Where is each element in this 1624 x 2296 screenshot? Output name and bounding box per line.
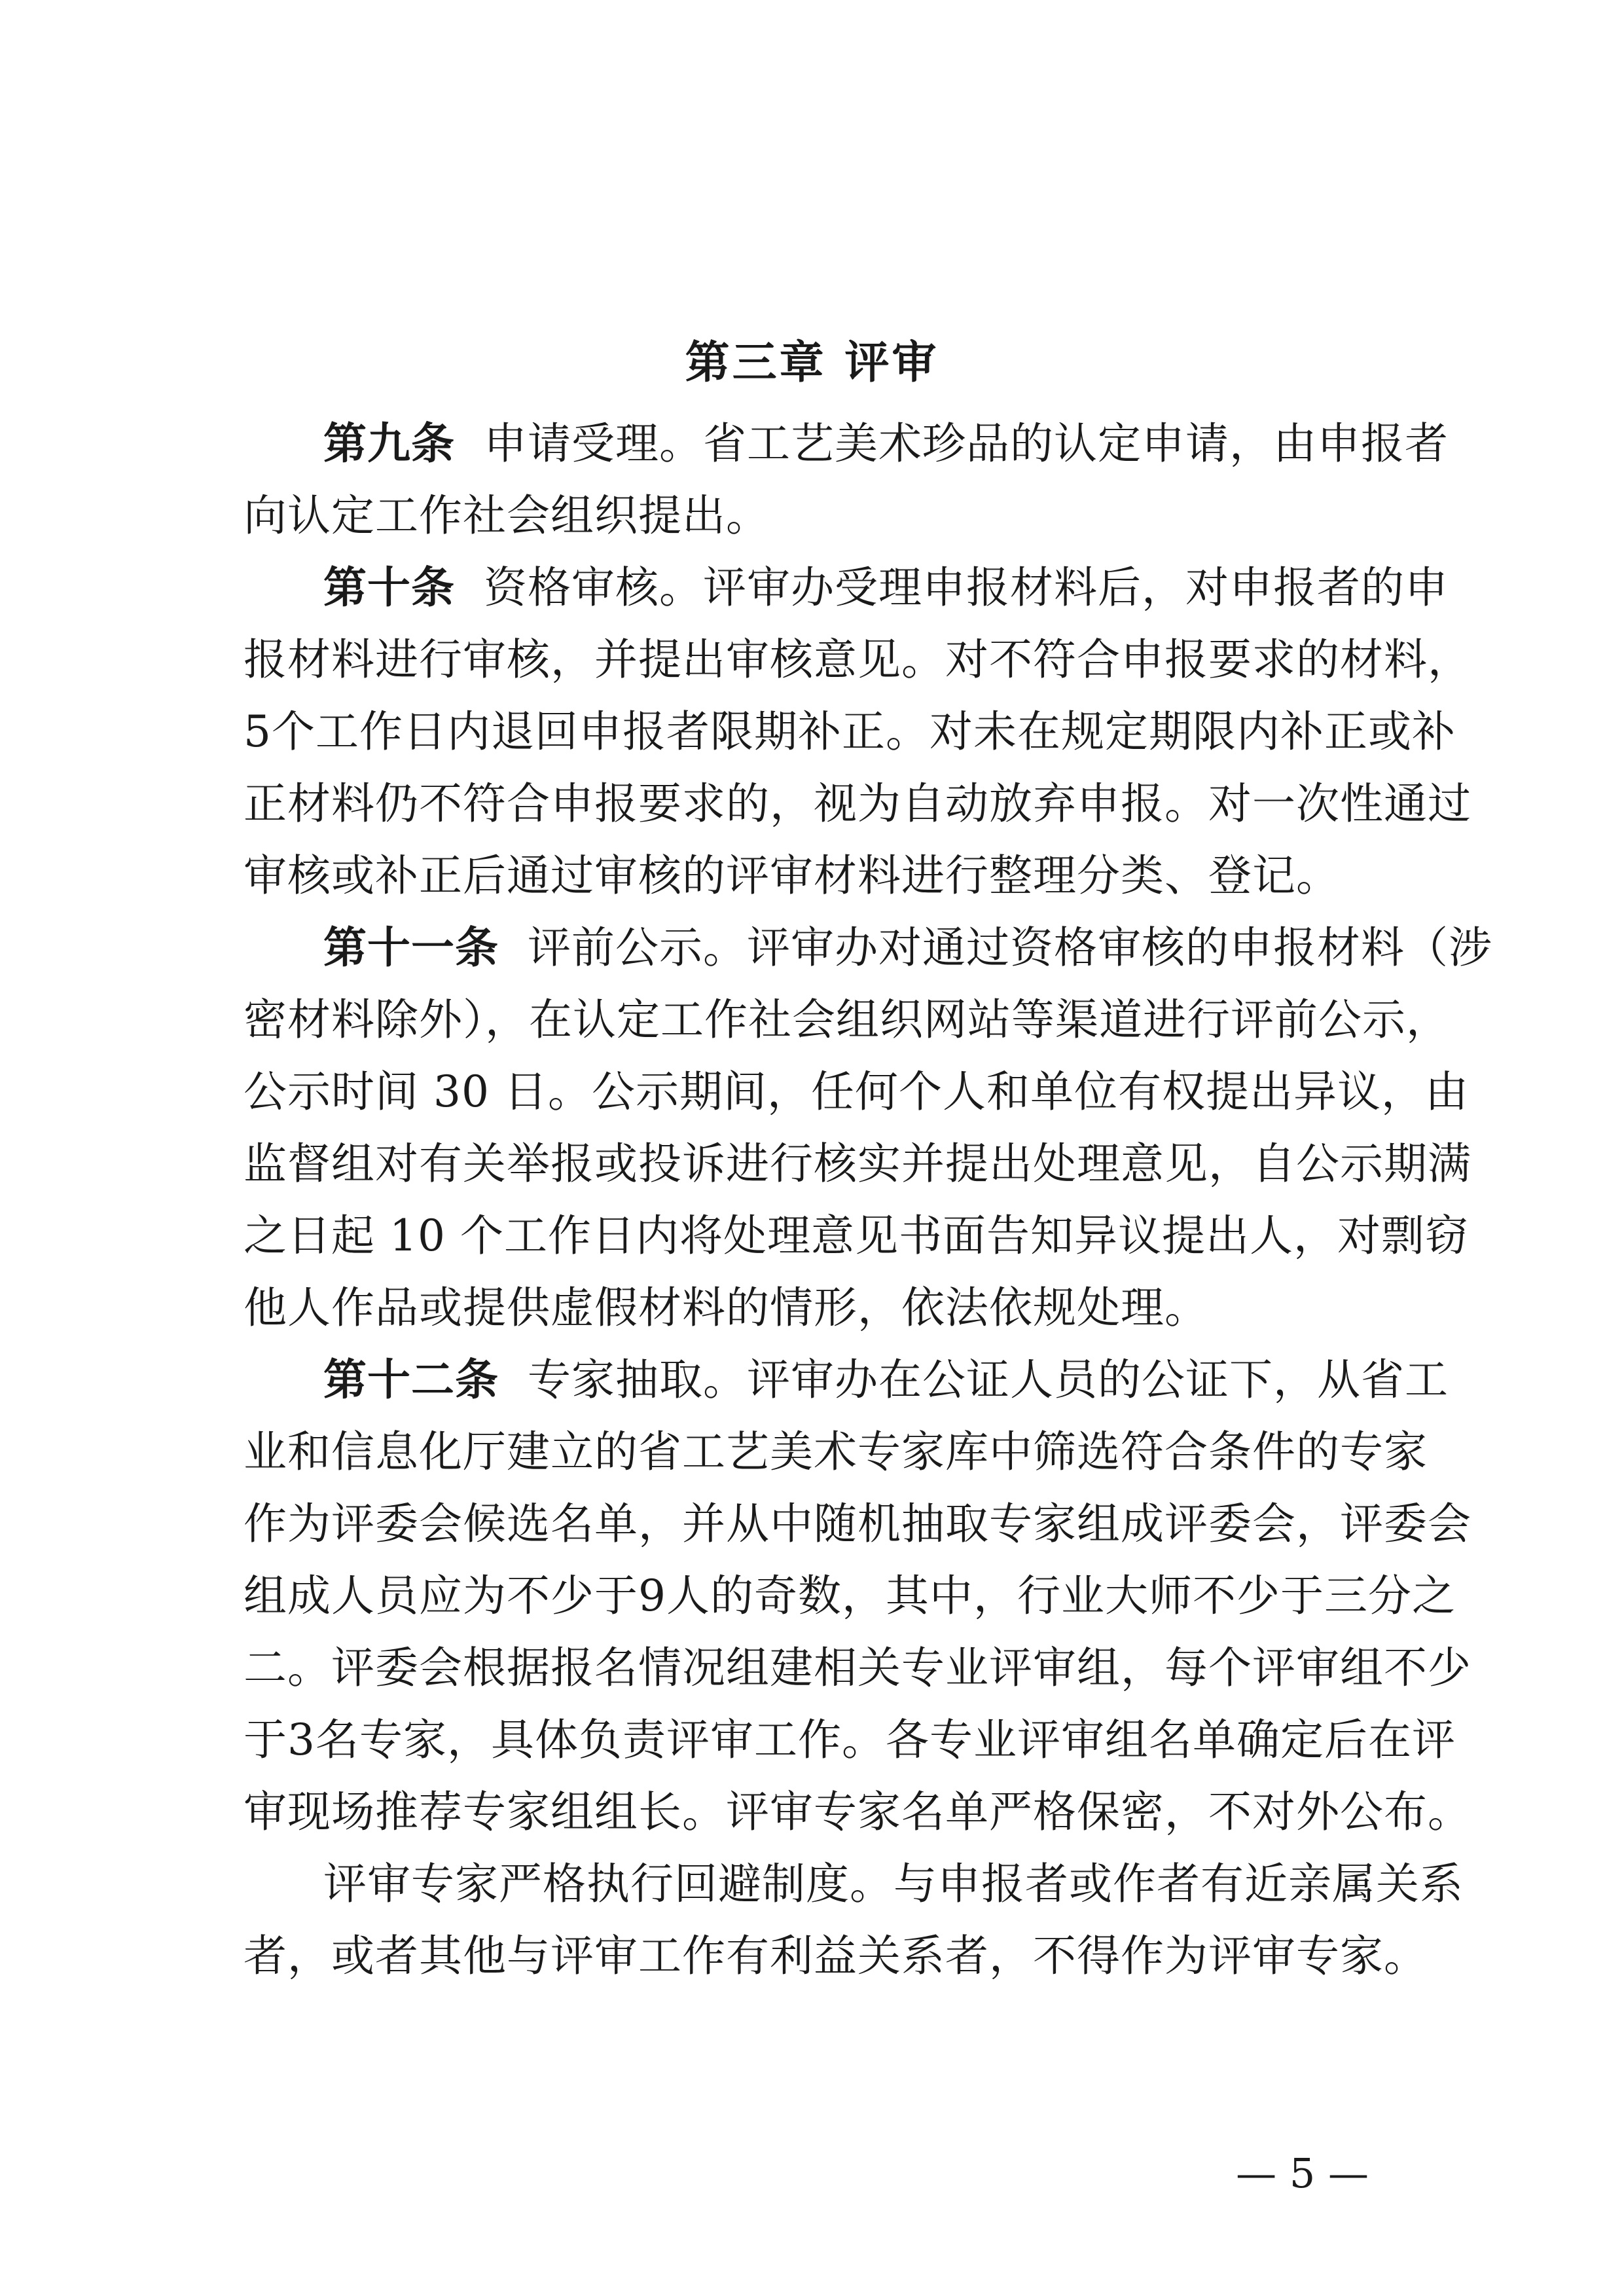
article-10-text: 资格审核。评审办受理申报材料后，对申报者的申 <box>483 562 1449 613</box>
article-12-label: 第十二条 <box>323 1355 499 1405</box>
article-12-text: 专家抽取。评审办在公证人员的公证下，从省工 <box>527 1355 1449 1405</box>
article-10-line-1 <box>323 558 1449 618</box>
article-9-text: 申请受理。省工艺美术珍品的认定申请，由申报者 <box>483 418 1449 469</box>
chapter-title: 第三章 评审 <box>685 337 939 389</box>
article-11-line-2: 密材料除外），在认定工作社会组织网站等渠道进行评前公示， <box>244 994 1450 1045</box>
article-12-line-3: 作为评委会候选名单，并从中随机抽取专家组成评委会，评委会 <box>244 1499 1471 1549</box>
article-10-line-4: 正材料仍不符合申报要求的，视为自动放弃申报。对一次性通过 <box>244 778 1471 829</box>
article-9-line-2: 向认定工作社会组织提出。 <box>244 490 770 541</box>
article-12-line-1 <box>323 1350 1449 1410</box>
article-12-line-4: 组成人员应为不少于9人的奇数，其中，行业大师不少于三分之 <box>244 1571 1456 1621</box>
article-10-line-2: 报材料进行审核，并提出审核意见。对不符合申报要求的材料， <box>244 634 1471 685</box>
article-12-line-5: 二。评委会根据报名情况组建相关专业评审组，每个评审组不少 <box>244 1643 1471 1693</box>
article-10-label: 第十条 <box>323 562 455 613</box>
article-12-line-2: 业和信息化厅建立的省工艺美术专家库中筛选符合条件的专家 <box>244 1427 1428 1477</box>
article-11-text: 评前公示。评审办对通过资格审核的申报材料（涉 <box>527 922 1492 973</box>
article-11-line-6: 他人作品或提供虚假材料的情形，依法依规处理。 <box>244 1283 1208 1333</box>
page-number: — 5 — <box>1236 2149 1369 2197</box>
article-11-line-1 <box>323 918 1492 978</box>
article-9-line-1 <box>323 414 1449 474</box>
avoidance-paragraph-line-2: 者，或者其他与评审工作有利益关系者，不得作为评审专家。 <box>244 1931 1428 1981</box>
avoidance-paragraph-line-1: 评审专家严格执行回避制度。与申报者或作者有近亲属关系 <box>323 1859 1464 1909</box>
article-11-line-4: 监督组对有关举报或投诉进行核实并提出处理意见，自公示期满 <box>244 1139 1471 1189</box>
article-12-line-7: 审现场推荐专家组组长。评审专家名单严格保密，不对外公布。 <box>244 1787 1471 1837</box>
article-9-label: 第九条 <box>323 418 455 469</box>
article-11-line-5: 之日起 10 个工作日内将处理意见书面告知异议提出人，对剽窃 <box>244 1211 1469 1261</box>
article-11-label: 第十一条 <box>323 922 499 973</box>
article-12-line-6: 于3名专家，具体负责评审工作。各专业评审组名单确定后在评 <box>244 1715 1456 1765</box>
article-11-line-3: 公示时间 30 日。公示期间，任何个人和单位有权提出异议，由 <box>244 1066 1469 1117</box>
article-10-line-5: 审核或补正后通过审核的评审材料进行整理分类、登记。 <box>244 850 1340 901</box>
article-10-line-3: 5个工作日内退回申报者限期补正。对未在规定期限内补正或补 <box>244 706 1456 757</box>
